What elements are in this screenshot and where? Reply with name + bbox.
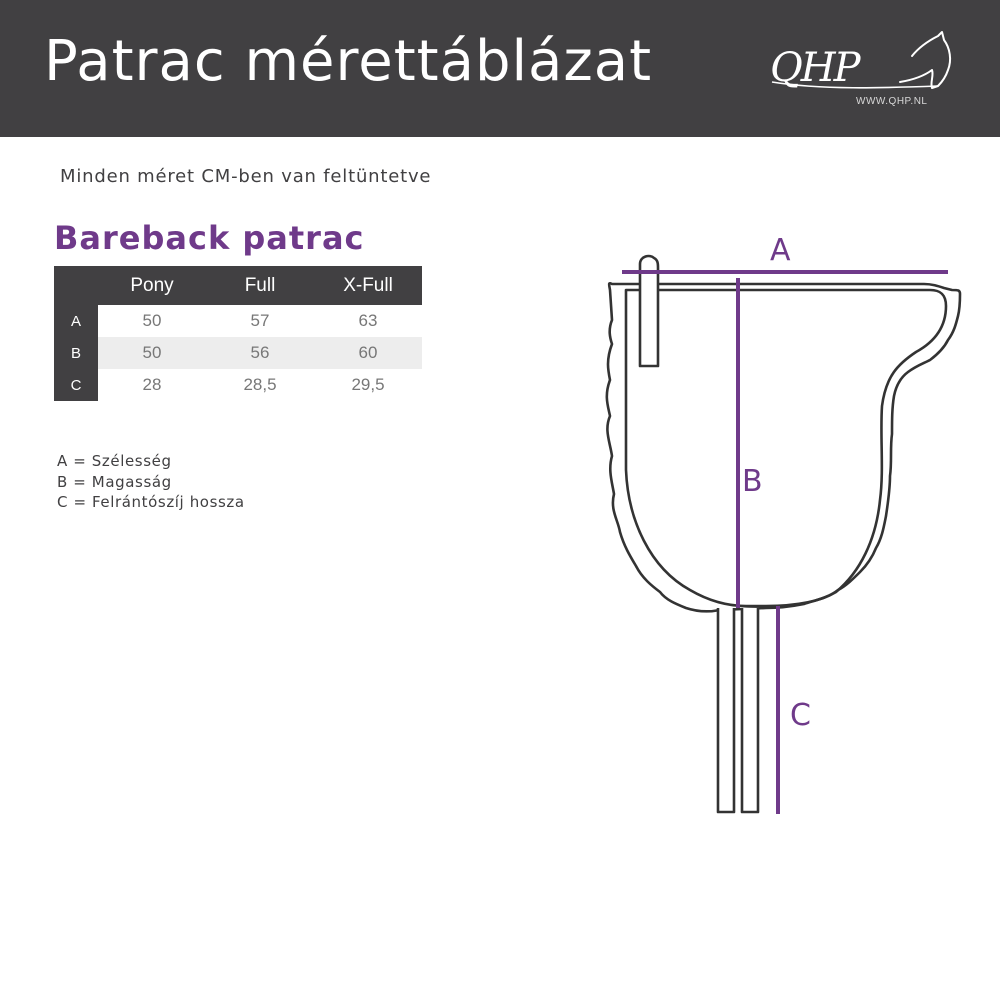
column-header-pony: Pony (98, 266, 206, 305)
legend (57, 451, 245, 513)
dimension-label-a: A (770, 233, 791, 268)
table-cell: 63 (358, 311, 378, 330)
girth-strap-right (742, 608, 758, 812)
legend-item-c: C = Felrántószíj hossza (57, 493, 245, 511)
row-label: A (54, 305, 98, 337)
table-cell: 56 (206, 337, 314, 369)
size-table (54, 266, 422, 401)
pad-diagram (590, 220, 970, 820)
dimension-label-b: B (742, 464, 763, 499)
column-header-x-full: X-Full (314, 266, 422, 305)
table-row-c (54, 369, 422, 401)
table-cell: 50 (142, 311, 162, 330)
table-cell: 29,5 (351, 375, 385, 394)
row-label: B (54, 337, 98, 369)
qhp-logo (762, 30, 962, 112)
pad-outer-outline (607, 283, 960, 611)
table-cell: 28,5 (243, 375, 277, 394)
table-cell: 60 (314, 337, 422, 369)
table-row-b (54, 337, 422, 369)
table-header-row (54, 266, 422, 305)
legend-item-b: B = Magasság (57, 472, 172, 491)
table-row-a (54, 305, 422, 337)
logo-url: WWW.QHP.NL (856, 96, 928, 107)
page-title: Patrac mérettáblázat (44, 29, 653, 94)
girth-strap-left (718, 608, 734, 812)
column-header-full: Full (206, 266, 314, 305)
section-title: Bareback patrac (54, 219, 365, 257)
table-cell: 50 (98, 337, 206, 369)
logo-wordmark: QHP (770, 45, 859, 91)
dimension-label-c: C (790, 698, 811, 733)
units-note: Minden méret CM-ben van feltüntetve (60, 166, 432, 187)
table-cell: 57 (250, 311, 270, 330)
row-label: C (54, 369, 98, 401)
table-cell: 28 (142, 375, 162, 394)
header-banner (0, 0, 1000, 137)
pad-inner-outline (626, 290, 946, 606)
table-corner-cell (54, 266, 98, 305)
legend-item-a: A = Szélesség (57, 452, 172, 470)
